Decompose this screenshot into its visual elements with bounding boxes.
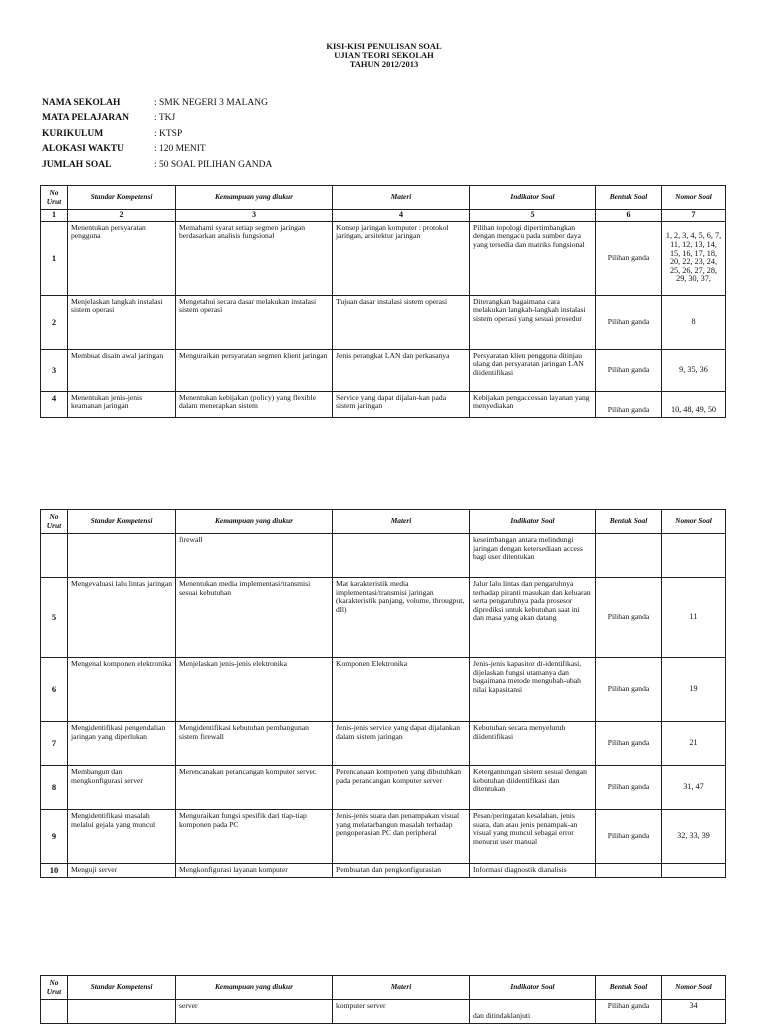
- info-row: [42, 126, 272, 142]
- row-indikator: Diterangkan bagaimana cara melakukan langkah-langkah instalasi sistem operasi yang sesuai prosedur: [470, 295, 596, 349]
- col-header-indikator: Indikator Soal: [470, 510, 596, 534]
- row-sk: Membangun dan mengkonfigurasi server: [68, 766, 176, 810]
- col-header-no: No Urut: [41, 186, 68, 210]
- row-nomor: 1, 2, 3, 4, 5, 6, 7, 11, 12, 13, 14, 15, 16, 17, 18, 20, 22, 23, 24, 25, 26, 27, 28, 29, 30, 37,: [662, 221, 726, 295]
- row-kemampuan: Menguraikan persyaratan segmen klient jaringan: [176, 349, 333, 391]
- row-sk: Menjelaskan langkah instalasi sistem operasi: [68, 295, 176, 349]
- row-nomor: [662, 534, 726, 578]
- table-row: [41, 391, 726, 417]
- row-kemampuan: Mengidentifikasi kebutuhan pembangunan sistem firewall: [176, 722, 333, 766]
- row-no: 9: [41, 810, 68, 864]
- table-row: [41, 295, 726, 349]
- row-nomor: [662, 864, 726, 878]
- info-label: ALOKASI WAKTU: [42, 144, 124, 155]
- column-number: 6: [596, 210, 662, 222]
- row-bentuk: Pilihan ganda: [596, 658, 662, 722]
- row-bentuk: Pilihan ganda: [596, 810, 662, 864]
- row-sk: Menguji server: [68, 864, 176, 878]
- col-header-nomor: Nomor Soal: [662, 510, 726, 534]
- col-header-bentuk: Bentuk Soal: [596, 186, 662, 210]
- row-nomor: 9, 35, 36: [662, 349, 726, 391]
- document-header: [0, 42, 768, 69]
- row-nomor: 11: [662, 578, 726, 658]
- table-row: [41, 722, 726, 766]
- info-row: [42, 95, 272, 111]
- row-sk: Mengidentifikasi pengendalian jaringan yang diperlukan: [68, 722, 176, 766]
- row-bentuk: [596, 864, 662, 878]
- column-number: 5: [470, 210, 596, 222]
- row-no: [41, 1000, 68, 1024]
- row-materi: Jenis perangkat LAN dan perkasanya: [333, 349, 470, 391]
- table-header-row: [41, 976, 726, 1000]
- info-label: MATA PELAJARAN: [42, 113, 129, 124]
- row-materi: Jenis-jenis service yang dapat dijalankan dalam sistem jaringan: [333, 722, 470, 766]
- row-kemampuan: server: [176, 1000, 333, 1024]
- table-header-row: [41, 186, 726, 210]
- row-indikator: Jalur lalu lintas dan pengaruhnya terhadap piranti masukan dan keluaran serta pengaruhnya pada prosesor diprediksi untuk kebutuhan saat ini dan masa yang akan datang: [470, 578, 596, 658]
- row-kemampuan: firewall: [176, 534, 333, 578]
- row-indikator: Informasi diagnostik dianalisis: [470, 864, 596, 878]
- row-sk: [68, 534, 176, 578]
- header-line-3: TAHUN 2012/2013: [349, 59, 419, 69]
- table-row: [41, 578, 726, 658]
- column-number-row: [41, 210, 726, 222]
- col-header-sk: Standar Kompetensi: [68, 510, 176, 534]
- row-bentuk: Pilihan ganda: [596, 722, 662, 766]
- row-bentuk: Pilihan ganda: [596, 391, 662, 417]
- info-value: : KTSP: [154, 128, 183, 139]
- column-number: 2: [68, 210, 176, 222]
- row-sk: Mengidentifikasi masalah melalui gejala yang muncul: [68, 810, 176, 864]
- kisi-table-3: [40, 975, 726, 1024]
- column-number: 1: [41, 210, 68, 222]
- col-header-no: No Urut: [41, 510, 68, 534]
- row-indikator: Jenis-jenis kapasitor di-identifikasi, dijelaskan fungsi utamanya dan bagaimana metode mengubah-ubah nilai kapasitansi: [470, 658, 596, 722]
- row-sk: Menentukan jenis-jenis keamanan jaringan: [68, 391, 176, 417]
- row-bentuk: Pilihan ganda: [596, 349, 662, 391]
- row-kemampuan: Menguraikan fungsi spesifik dari tiap-tiap komponen pada PC: [176, 810, 333, 864]
- row-bentuk: [596, 534, 662, 578]
- row-materi: Komponen Elektronika: [333, 658, 470, 722]
- table-row: [41, 810, 726, 864]
- col-header-materi: Materi: [333, 186, 470, 210]
- header-line-1: KISI-KISI PENULISAN SOAL: [326, 41, 442, 51]
- row-sk: Mengevaluasi lalu lintas jaringan: [68, 578, 176, 658]
- col-header-nomor: Nomor Soal: [662, 186, 726, 210]
- row-kemampuan: Menentukan media implementasi/transmisi sesuai kebutuhan: [176, 578, 333, 658]
- info-row: [42, 142, 272, 158]
- row-no: 8: [41, 766, 68, 810]
- row-no: 4: [41, 391, 68, 417]
- row-no: [41, 534, 68, 578]
- row-kemampuan: Menentukan kebijakan (policy) yang flexible dalam menerapkan sistem: [176, 391, 333, 417]
- row-indikator: Kebijakan pengaccessan layanan yang menyediakan: [470, 391, 596, 417]
- table-row: [41, 221, 726, 295]
- row-bentuk: Pilihan ganda: [596, 578, 662, 658]
- row-no: 10: [41, 864, 68, 878]
- row-nomor: 32, 33, 39: [662, 810, 726, 864]
- table-row: [41, 534, 726, 578]
- row-nomor: 8: [662, 295, 726, 349]
- column-number: 4: [333, 210, 470, 222]
- row-kemampuan: Mengkonfigurasi layanan komputer: [176, 864, 333, 878]
- row-nomor: 10, 48, 49, 50: [662, 391, 726, 417]
- table-row: [41, 658, 726, 722]
- kisi-table-1: [40, 185, 726, 418]
- row-sk: Mengenal komponen elektronika: [68, 658, 176, 722]
- row-bentuk: Pilihan ganda: [596, 221, 662, 295]
- row-materi: Konsep jaringan komputer : protokol jaringan, arsitektur jaringan: [333, 221, 470, 295]
- info-label: KURIKULUM: [42, 128, 104, 139]
- row-no: 1: [41, 221, 68, 295]
- row-nomor: 34: [662, 1000, 726, 1024]
- row-materi: [333, 534, 470, 578]
- info-value: : 50 SOAL PILIHAN GANDA: [154, 159, 273, 170]
- col-header-indikator: Indikator Soal: [470, 186, 596, 210]
- row-materi: Jenis-jenis suara dan penampakan visual yang melatarbangun masalah terhadap pengoperasian PC dan peripheral: [333, 810, 470, 864]
- row-kemampuan: Menjelaskan jenis-jenis elektronika: [176, 658, 333, 722]
- col-header-no: No Urut: [41, 976, 68, 1000]
- row-nomor: 19: [662, 658, 726, 722]
- row-sk: Membuat disain awal jaringan: [68, 349, 176, 391]
- table-header-row: [41, 510, 726, 534]
- col-header-sk: Standar Kompetensi: [68, 186, 176, 210]
- column-number: 7: [662, 210, 726, 222]
- row-indikator: Pesan/peringatan kesalahan, jenis suara, dan atau jenis penampak-an visual yang muncul sebagai error menurut user manual: [470, 810, 596, 864]
- table-row: [41, 349, 726, 391]
- row-materi: Mat karakteristik media implementasi/transmisi jaringan (karakteristik panjang, volume, througput, dll): [333, 578, 470, 658]
- row-no: 5: [41, 578, 68, 658]
- row-kemampuan: Memahami syarat setiap segmen jaringan berdasarkan analisis fungsional: [176, 221, 333, 295]
- row-materi: komputer server: [333, 1000, 470, 1024]
- col-header-indikator: Indikator Soal: [470, 976, 596, 1000]
- row-sk: Menentukan persyaratan pengguna: [68, 221, 176, 295]
- column-number: 3: [176, 210, 333, 222]
- col-header-sk: Standar Kompetensi: [68, 976, 176, 1000]
- row-kemampuan: Mengetahui secara dasar melakukan instalasi sistem operasi: [176, 295, 333, 349]
- school-info: [42, 95, 272, 173]
- col-header-nomor: Nomor Soal: [662, 976, 726, 1000]
- col-header-materi: Materi: [333, 510, 470, 534]
- row-bentuk: Pilihan ganda: [596, 295, 662, 349]
- info-value: : SMK NEGERI 3 MALANG: [154, 97, 268, 108]
- row-indikator: Kebutuhan secara menyeluruh diidentifikasi: [470, 722, 596, 766]
- col-header-bentuk: Bentuk Soal: [596, 976, 662, 1000]
- info-label: JUMLAH SOAL: [42, 159, 112, 170]
- col-header-kemampuan: Kemampuan yang diukur: [176, 186, 333, 210]
- row-indikator: dan ditindaklanjuti: [470, 1000, 596, 1024]
- row-bentuk: Pilihan ganda: [596, 1000, 662, 1024]
- col-header-materi: Materi: [333, 976, 470, 1000]
- row-nomor: 31, 47: [662, 766, 726, 810]
- row-indikator: Pilihan topologi dipertimbangkan dengan mengacu pada sumber daya yang tersedia dan matriks fungsional: [470, 221, 596, 295]
- info-row: [42, 157, 272, 173]
- row-kemampuan: Merencanakan perancangan komputer server.: [176, 766, 333, 810]
- row-indikator: Persyaratan klien pengguna ditinjau ulang dan persyaratan jaringan LAN diidentifikasi: [470, 349, 596, 391]
- table-row: [41, 766, 726, 810]
- info-row: [42, 111, 272, 127]
- col-header-kemampuan: Kemampuan yang diukur: [176, 510, 333, 534]
- info-label: NAMA SEKOLAH: [42, 97, 121, 108]
- header-line-2: UJIAN TEORI SEKOLAH: [334, 50, 434, 60]
- col-header-bentuk: Bentuk Soal: [596, 510, 662, 534]
- row-materi: Service yang dapat dijalan-kan pada sistem jaringan: [333, 391, 470, 417]
- kisi-table-2: [40, 509, 726, 878]
- row-materi: Tujuan dasar instalasi sistem operasi: [333, 295, 470, 349]
- row-no: 6: [41, 658, 68, 722]
- row-nomor: 21: [662, 722, 726, 766]
- row-bentuk: Pilihan ganda: [596, 766, 662, 810]
- row-indikator: Ketergantungan sistem sesuai dengan kebutuhan diidentifikasi dan ditentukan: [470, 766, 596, 810]
- row-no: 3: [41, 349, 68, 391]
- table-row: [41, 1000, 726, 1024]
- row-sk: [68, 1000, 176, 1024]
- info-value: : TKJ: [154, 113, 176, 124]
- info-value: : 120 MENIT: [154, 144, 206, 155]
- col-header-kemampuan: Kemampuan yang diukur: [176, 976, 333, 1000]
- row-materi: Pembuatan dan pengkonfigurasian: [333, 864, 470, 878]
- row-indikator: keseimbangan antara melindungi jaringan dengan ketersediaan access bagi user ditentukan: [470, 534, 596, 578]
- row-no: 7: [41, 722, 68, 766]
- row-materi: Perencanaan komponen yang dibutuhkan pada perancangan komputer server: [333, 766, 470, 810]
- table-row: [41, 864, 726, 878]
- row-no: 2: [41, 295, 68, 349]
